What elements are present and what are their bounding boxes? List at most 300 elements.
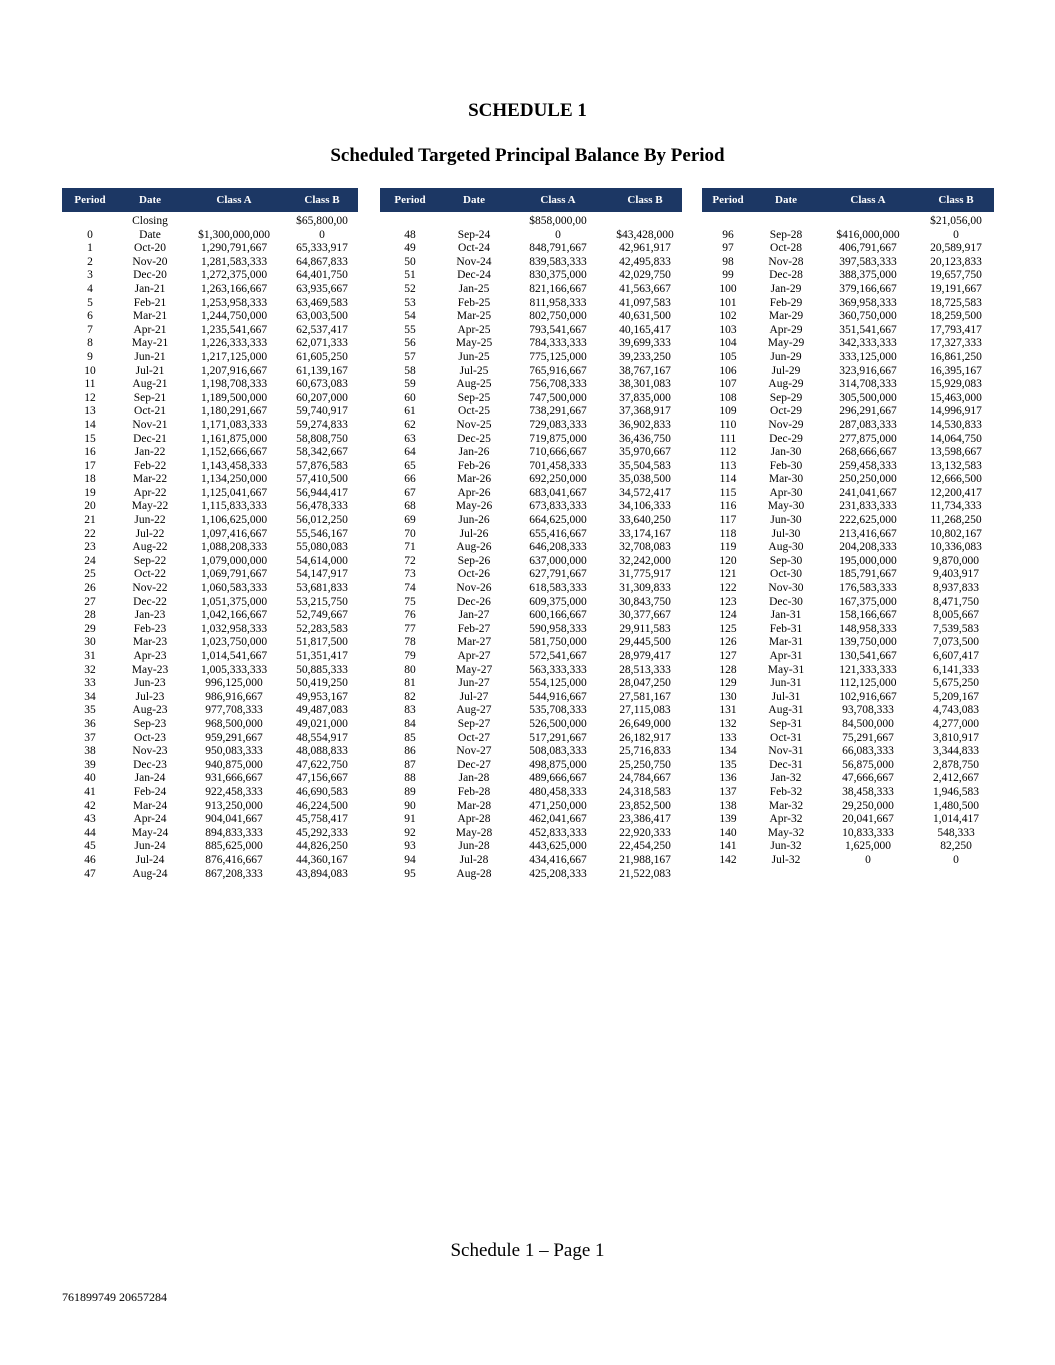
table-row xyxy=(380,759,682,773)
cell-class-a: 10,833,333 xyxy=(842,826,894,839)
table-row xyxy=(702,351,994,365)
cell-date: Oct-26 xyxy=(458,568,490,581)
table-row xyxy=(702,500,994,514)
cell-date: Mar-27 xyxy=(456,636,492,649)
cell-period xyxy=(702,215,754,229)
cell-period: 12 xyxy=(84,391,96,404)
cell-period: 41 xyxy=(84,785,96,798)
cell-class-a: 323,916,667 xyxy=(839,364,897,377)
cell-class-a: 1,125,041,667 xyxy=(200,486,268,499)
table-row xyxy=(702,745,994,759)
table-row xyxy=(380,745,682,759)
cell-class-a: 287,083,333 xyxy=(839,418,897,431)
cell-class-b: 57,876,583 xyxy=(296,459,348,472)
cell-period: 36 xyxy=(84,717,96,730)
cell-date: Aug-25 xyxy=(456,378,492,391)
cell-date: Jan-28 xyxy=(458,772,490,785)
cell-class-b: 1,014,417 xyxy=(933,813,979,826)
cell-class-a: 968,500,000 xyxy=(205,717,263,730)
table-row xyxy=(380,337,682,351)
cell-date: Jan-25 xyxy=(458,282,490,295)
cell-date: Oct-30 xyxy=(770,568,802,581)
table-row xyxy=(380,636,682,650)
cell-class-a: 996,125,000 xyxy=(205,677,263,690)
cell-class-b: 59,740,917 xyxy=(296,405,348,418)
cell-date: Nov-28 xyxy=(768,255,804,268)
cell-class-b: 54,614,000 xyxy=(296,554,348,567)
cell-class-b: $65,800,00 xyxy=(296,215,348,227)
cell-period: 108 xyxy=(719,391,737,404)
table-row xyxy=(62,473,358,487)
cell-class-b: 1,946,583 xyxy=(933,785,979,798)
cell-period: 1 xyxy=(87,242,93,255)
cell-class-a xyxy=(182,215,286,229)
cell-date: Jul-21 xyxy=(135,364,165,377)
table-row xyxy=(62,487,358,501)
cell-class-a: 692,250,000 xyxy=(529,473,587,486)
cell-period: 114 xyxy=(719,473,737,486)
cell-period: 49 xyxy=(404,242,416,255)
cell-period xyxy=(62,215,118,229)
cell-class-b: 3,344,833 xyxy=(933,745,979,758)
cell-class-b: 9,403,917 xyxy=(933,568,979,581)
cell-class-a: 664,625,000 xyxy=(529,514,587,527)
cell-class-a: 369,958,333 xyxy=(839,296,897,309)
table-row xyxy=(380,514,682,528)
cell-period: 105 xyxy=(719,350,737,363)
cell-date: Sep-31 xyxy=(769,717,803,730)
document-id: 761899749 20657284 xyxy=(62,1290,167,1304)
cell-class-a: 821,166,667 xyxy=(529,282,587,295)
table-row xyxy=(380,800,682,814)
cell-period: 59 xyxy=(404,378,416,391)
cell-period: 6 xyxy=(87,310,93,323)
cell-class-a: 241,041,667 xyxy=(839,486,897,499)
table-row xyxy=(702,392,994,406)
cell-class-a: 959,291,667 xyxy=(205,731,263,744)
cell-class-a: 738,291,667 xyxy=(529,405,587,418)
cell-date: Mar-22 xyxy=(132,473,168,486)
cell-class-a: 683,041,667 xyxy=(529,486,587,499)
cell-date: Feb-25 xyxy=(457,296,491,309)
cell-period: 111 xyxy=(719,432,737,445)
cell-date: Jun-32 xyxy=(770,840,802,853)
table-row xyxy=(702,229,994,243)
cell-class-a: 305,500,000 xyxy=(839,391,897,404)
cell-date: Mar-25 xyxy=(456,310,492,323)
cell-class-b: 31,309,833 xyxy=(619,582,671,595)
cell-period: 139 xyxy=(719,813,737,826)
cell-class-b: 2,412,667 xyxy=(933,772,979,785)
cell-period: 112 xyxy=(719,446,737,459)
table-row xyxy=(62,269,358,283)
cell-period: 88 xyxy=(404,772,416,785)
cell-class-b: 52,283,583 xyxy=(296,622,348,635)
cell-class-a: 388,375,000 xyxy=(839,269,897,282)
table-row xyxy=(380,732,682,746)
cell-class-a: 20,041,667 xyxy=(842,813,894,826)
cell-date: Jun-27 xyxy=(458,677,490,690)
cell-class-b: 26,182,917 xyxy=(619,731,671,744)
cell-class-a: 480,458,333 xyxy=(529,785,587,798)
table-row xyxy=(380,868,682,882)
cell-date: May-21 xyxy=(131,337,169,350)
cell-class-a: 250,250,000 xyxy=(839,473,897,486)
table-row xyxy=(62,555,358,569)
table-row xyxy=(62,732,358,746)
cell-date: Jun-29 xyxy=(770,350,802,363)
cell-period: 33 xyxy=(84,677,96,690)
cell-class-a: 765,916,667 xyxy=(529,364,587,377)
cell-class-b: 8,471,750 xyxy=(933,595,979,608)
cell-date: Jan-21 xyxy=(134,282,166,295)
cell-period: 101 xyxy=(719,296,737,309)
cell-date: Nov-27 xyxy=(456,745,492,758)
cell-class-b: 45,758,417 xyxy=(296,813,348,826)
cell-class-b: 42,495,833 xyxy=(619,255,671,268)
table-row xyxy=(380,772,682,786)
cell-class-b: 27,115,083 xyxy=(619,704,671,717)
cell-class-a: 904,041,667 xyxy=(205,813,263,826)
cell-class-b: 21,522,083 xyxy=(619,867,671,880)
cell-period: 57 xyxy=(404,350,416,363)
cell-class-a: 148,958,333 xyxy=(839,622,897,635)
cell-period: 71 xyxy=(404,541,416,554)
cell-date: Feb-28 xyxy=(457,785,491,798)
cell-period: 123 xyxy=(719,595,737,608)
cell-class-a: 508,083,333 xyxy=(529,745,587,758)
cell-date: Jun-24 xyxy=(134,840,166,853)
table-row xyxy=(62,500,358,514)
cell-date: Aug-26 xyxy=(456,541,492,554)
cell-date: Jul-22 xyxy=(135,527,165,540)
table-row xyxy=(62,528,358,542)
cell-class-a: 517,291,667 xyxy=(529,731,587,744)
cell-period: 119 xyxy=(719,541,737,554)
cell-class-a: 1,272,375,000 xyxy=(200,269,268,282)
cell-class-b: 16,861,250 xyxy=(930,350,982,363)
cell-class-a: 38,458,333 xyxy=(842,785,894,798)
cell-period: 16 xyxy=(84,446,96,459)
table-row xyxy=(62,800,358,814)
cell-class-a: 84,500,000 xyxy=(842,717,894,730)
table-row xyxy=(62,759,358,773)
cell-period: 81 xyxy=(404,677,416,690)
cell-date: Dec-25 xyxy=(457,432,491,445)
cell-class-a: 655,416,667 xyxy=(529,527,587,540)
cell-period: 115 xyxy=(719,486,737,499)
cell-class-b: 32,242,000 xyxy=(619,554,671,567)
table-row xyxy=(62,392,358,406)
cell-class-b: 46,690,583 xyxy=(296,785,348,798)
cell-class-b: 9,870,000 xyxy=(933,554,979,567)
cell-class-b: 44,826,250 xyxy=(296,840,348,853)
cell-class-a: 333,125,000 xyxy=(839,350,897,363)
cell-class-b: 0 xyxy=(953,228,959,241)
cell-class-a: 1,152,666,667 xyxy=(200,446,268,459)
cell-period: 78 xyxy=(404,636,416,649)
cell-date: Jul-30 xyxy=(771,527,801,540)
cell-date: Dec-21 xyxy=(133,432,167,445)
cell-period: 46 xyxy=(84,853,96,866)
cell-class-a: 195,000,000 xyxy=(839,554,897,567)
cell-date: Feb-30 xyxy=(769,459,803,472)
table-row xyxy=(62,827,358,841)
cell-class-b: 4,743,083 xyxy=(933,704,979,717)
cell-class-b: 48,088,833 xyxy=(296,745,348,758)
cell-class-b: 18,259,500 xyxy=(930,310,982,323)
cell-class-b: 30,377,667 xyxy=(619,609,671,622)
table-row xyxy=(380,609,682,623)
table-row xyxy=(62,297,358,311)
cell-period: 39 xyxy=(84,758,96,771)
cell-class-b: 34,572,417 xyxy=(619,486,671,499)
table-row xyxy=(62,419,358,433)
cell-class-b: 38,301,083 xyxy=(619,378,671,391)
cell-period: 30 xyxy=(84,636,96,649)
cell-class-a: 47,666,667 xyxy=(842,772,894,785)
cell-class-b: 53,681,833 xyxy=(296,582,348,595)
cell-period: 124 xyxy=(719,609,737,622)
column-header-date: Date xyxy=(754,188,818,212)
column-header-class-b: Class B xyxy=(608,188,682,212)
cell-class-a: 1,180,291,667 xyxy=(200,405,268,418)
cell-period: 26 xyxy=(84,582,96,595)
cell-period: 83 xyxy=(404,704,416,717)
cell-class-b: 44,360,167 xyxy=(296,853,348,866)
cell-class-b: 48,554,917 xyxy=(296,731,348,744)
cell-class-b: 50,419,250 xyxy=(296,677,348,690)
table-row xyxy=(380,487,682,501)
cell-date: Aug-30 xyxy=(768,541,804,554)
cell-class-b: 11,734,333 xyxy=(930,500,982,513)
cell-class-b: 19,657,750 xyxy=(930,269,982,282)
cell-date: Aug-21 xyxy=(132,378,168,391)
cell-class-b: 10,336,083 xyxy=(930,541,982,554)
table-row xyxy=(380,446,682,460)
cell-class-a: 600,166,667 xyxy=(529,609,587,622)
cell-date: Jan-22 xyxy=(134,446,166,459)
cell-class-b: 63,935,667 xyxy=(296,282,348,295)
table-row xyxy=(380,541,682,555)
cell-class-a: 1,079,000,000 xyxy=(200,554,268,567)
table-row xyxy=(380,405,682,419)
cell-class-b: 6,607,417 xyxy=(933,650,979,662)
cell-period: 29 xyxy=(84,622,96,635)
cell-date: Jun-22 xyxy=(134,514,166,527)
cell-period: 25 xyxy=(84,568,96,581)
cell-period: 96 xyxy=(722,228,734,241)
table-row xyxy=(62,582,358,596)
table-row xyxy=(380,500,682,514)
cell-period: 24 xyxy=(84,554,96,567)
table-row xyxy=(380,827,682,841)
cell-class-b: 5,675,250 xyxy=(933,677,979,690)
cell-class-a: 1,207,916,667 xyxy=(200,364,268,377)
cell-period: 9 xyxy=(87,350,93,363)
cell-date: May-25 xyxy=(455,337,493,350)
table-row xyxy=(62,433,358,447)
cell-period: 53 xyxy=(404,296,416,309)
cell-class-b: 43,894,083 xyxy=(296,867,348,880)
cell-date: Oct-21 xyxy=(134,405,166,418)
cell-class-b: 58,342,667 xyxy=(296,446,348,459)
table-row xyxy=(62,704,358,718)
table-row xyxy=(62,568,358,582)
table-row xyxy=(380,528,682,542)
cell-class-a: 1,014,541,667 xyxy=(200,650,268,662)
cell-class-a: 673,833,333 xyxy=(529,500,587,513)
cell-class-a: 1,115,833,333 xyxy=(201,500,267,513)
cell-period: 128 xyxy=(719,663,737,676)
cell-class-b: 55,546,167 xyxy=(296,527,348,540)
table-row xyxy=(702,337,994,351)
cell-class-b: 27,581,167 xyxy=(619,690,671,703)
cell-date: Sep-27 xyxy=(457,717,491,730)
cell-period: 86 xyxy=(404,745,416,758)
table-row xyxy=(702,324,994,338)
cell-class-a: 729,083,333 xyxy=(529,418,587,431)
cell-class-b: 29,445,500 xyxy=(619,636,671,649)
table-row xyxy=(62,609,358,623)
cell-date: Feb-31 xyxy=(769,622,803,635)
table-row xyxy=(62,786,358,800)
cell-date: Nov-31 xyxy=(768,745,804,758)
cell-period: 0 xyxy=(87,228,93,241)
cell-class-a: 93,708,333 xyxy=(842,704,894,717)
cell-class-a: 130,541,667 xyxy=(839,650,897,662)
cell-period: 93 xyxy=(404,840,416,853)
cell-class-a: 139,750,000 xyxy=(839,636,897,649)
cell-class-a: 1,226,333,333 xyxy=(200,337,268,350)
cell-class-a: 590,958,333 xyxy=(529,622,587,635)
cell-class-a: 719,875,000 xyxy=(529,432,587,445)
cell-class-a: 710,666,667 xyxy=(529,446,587,459)
cell-class-a: 1,097,416,667 xyxy=(200,527,268,540)
cell-class-a: 1,051,375,000 xyxy=(200,595,268,608)
cell-period: 84 xyxy=(404,717,416,730)
cell-date: May-27 xyxy=(455,663,493,676)
cell-class-a: 351,541,667 xyxy=(839,323,897,336)
cell-class-b: 32,708,083 xyxy=(619,541,671,554)
cell-class-a: 1,060,583,333 xyxy=(200,582,268,595)
cell-class-b: 29,911,583 xyxy=(619,622,671,635)
cell-date: Oct-28 xyxy=(770,242,802,255)
cell-class-b: 60,207,000 xyxy=(296,391,348,404)
cell-class-b: 56,012,250 xyxy=(296,514,348,527)
cell-period: 40 xyxy=(84,772,96,785)
cell-period: 7 xyxy=(87,323,93,336)
cell-date: Oct-25 xyxy=(458,405,490,418)
cell-date: Mar-26 xyxy=(456,473,492,486)
cell-period: 48 xyxy=(404,228,416,241)
cell-period: 92 xyxy=(404,826,416,839)
cell-date: Jan-31 xyxy=(770,609,802,622)
cell-date: Dec-22 xyxy=(133,595,167,608)
cell-period: 60 xyxy=(404,391,416,404)
cell-date: Feb-26 xyxy=(457,459,491,472)
cell-class-b: 56,478,333 xyxy=(296,500,348,513)
cell-date: May-28 xyxy=(455,826,493,839)
cell-date: Dec-27 xyxy=(457,758,491,771)
cell-date: Apr-29 xyxy=(769,323,803,336)
cell-class-a: 1,134,250,000 xyxy=(200,473,268,486)
table-row xyxy=(380,718,682,732)
cell-class-a: 434,416,667 xyxy=(529,853,587,866)
cell-period: 110 xyxy=(719,418,737,431)
cell-class-b: 50,885,333 xyxy=(296,663,348,676)
cell-date: Apr-21 xyxy=(133,323,167,336)
pre-row xyxy=(702,215,994,229)
table-row xyxy=(62,365,358,379)
cell-class-a xyxy=(818,215,918,229)
cell-date: Jul-23 xyxy=(135,690,165,703)
cell-period: 28 xyxy=(84,609,96,622)
cell-date: Feb-32 xyxy=(769,785,803,798)
cell-class-b: 24,318,583 xyxy=(619,785,671,798)
cell-period: 102 xyxy=(719,310,737,323)
cell-class-b: 30,843,750 xyxy=(619,595,671,608)
cell-period: 104 xyxy=(719,337,737,350)
cell-period: 61 xyxy=(404,405,416,418)
cell-period: 85 xyxy=(404,731,416,744)
cell-class-a: 0 xyxy=(865,853,871,866)
table-row xyxy=(702,269,994,283)
table-row xyxy=(702,365,994,379)
cell-date: May-22 xyxy=(131,500,169,513)
cell-date: Sep-24 xyxy=(457,228,491,241)
cell-period: 2 xyxy=(87,255,93,268)
cell-period: 74 xyxy=(404,582,416,595)
cell-class-a: 1,023,750,000 xyxy=(200,636,268,649)
table-row xyxy=(62,351,358,365)
cell-date: Mar-23 xyxy=(132,636,168,649)
column-header-class-a: Class A xyxy=(182,188,286,212)
table-row xyxy=(702,732,994,746)
cell-period: 13 xyxy=(84,405,96,418)
balance-table-2 xyxy=(380,188,682,881)
table-row xyxy=(380,365,682,379)
cell-class-a: 775,125,000 xyxy=(529,350,587,363)
table-row xyxy=(380,378,682,392)
cell-class-a: 56,875,000 xyxy=(842,758,894,771)
cell-date: Jan-24 xyxy=(134,772,166,785)
cell-class-b: 15,929,083 xyxy=(930,378,982,391)
cell-class-b: 5,209,167 xyxy=(933,690,979,703)
cell-class-b: 49,487,083 xyxy=(296,704,348,717)
cell-class-b: 39,699,333 xyxy=(619,337,671,350)
cell-class-b: 1,480,500 xyxy=(933,799,979,812)
cell-period: 15 xyxy=(84,432,96,445)
cell-date: Jun-30 xyxy=(770,514,802,527)
cell-period: 67 xyxy=(404,486,416,499)
cell-date: Dec-23 xyxy=(133,758,167,771)
cell-date: Oct-23 xyxy=(134,731,166,744)
cell-period: 90 xyxy=(404,799,416,812)
cell-class-a: 314,708,333 xyxy=(839,378,897,391)
table-row xyxy=(702,446,994,460)
cell-period: 116 xyxy=(719,500,737,513)
table-row xyxy=(702,691,994,705)
cell-period: 107 xyxy=(719,378,737,391)
cell-date: Apr-32 xyxy=(769,813,803,826)
cell-class-a: 747,500,000 xyxy=(529,391,587,404)
cell-date: Jan-26 xyxy=(458,446,490,459)
cell-class-b: 23,852,500 xyxy=(619,799,671,812)
table-row xyxy=(62,868,358,882)
column-header-date: Date xyxy=(440,188,508,212)
cell-period: 44 xyxy=(84,826,96,839)
